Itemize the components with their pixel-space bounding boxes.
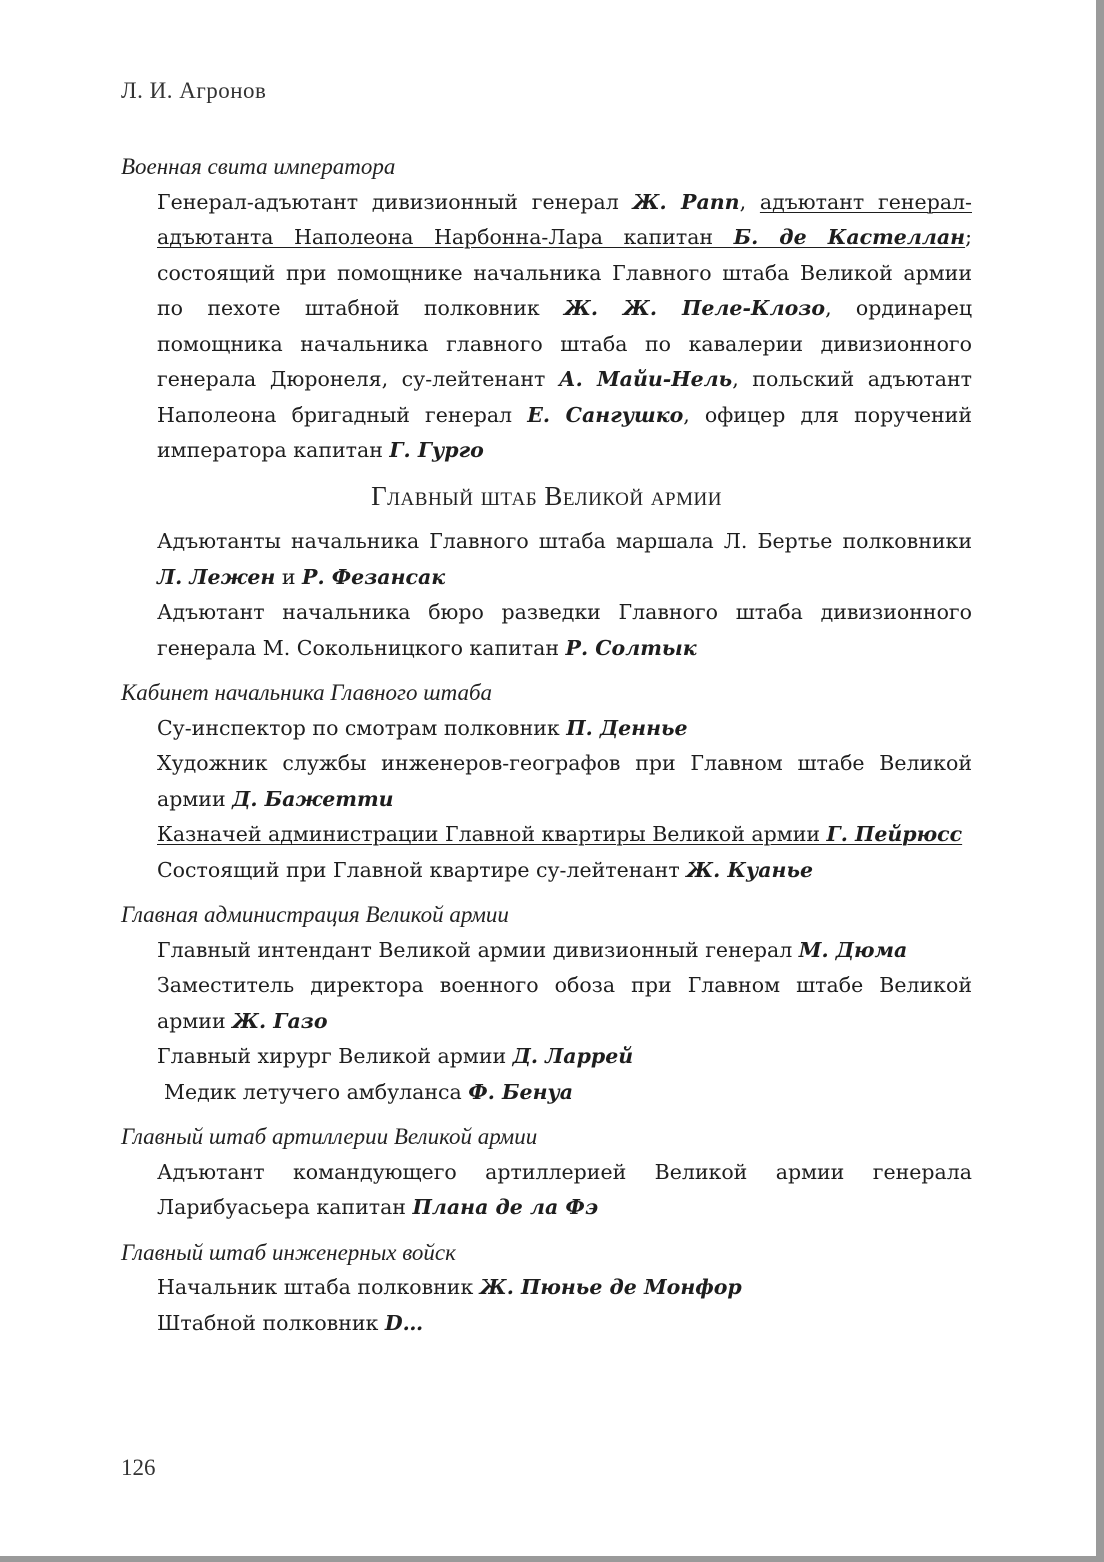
person-name: Ж. Рапп [632, 189, 740, 214]
person-name: Ж. Ж. Пеле-Клозо [564, 296, 826, 320]
page-body [121, 149, 972, 1341]
person-name: А. Майи-Нель [558, 367, 733, 391]
person-name: Ж. Куанье [686, 857, 814, 882]
page-number: 126 [121, 1455, 156, 1480]
person-name: Ж. Газо [232, 1008, 328, 1033]
entry-paragraph [121, 1306, 972, 1342]
person-name: D… [384, 1310, 424, 1335]
entry-paragraph [121, 968, 972, 1039]
person-name: Д. Ларрей [512, 1044, 634, 1068]
entry-paragraph [121, 711, 972, 747]
person-name: П. Деннье [566, 715, 688, 740]
entry-paragraph [121, 933, 972, 969]
person-name: Р. Солтык [565, 635, 697, 660]
text-run: , офицер для поручений императора капитан [157, 402, 972, 462]
entry-paragraph [121, 1075, 972, 1111]
entry-paragraph [121, 817, 972, 853]
text-run: Начальник штаба полковник [157, 1275, 480, 1299]
entry-paragraph [121, 595, 972, 666]
text-run: Адъютанты начальника Главного штаба маршала Л. Бертье полковники [157, 529, 972, 553]
text-run: Медик летучего амбуланса [164, 1079, 469, 1104]
person-name: Д. Бажетти [232, 786, 394, 811]
entry-paragraph [121, 1039, 972, 1075]
person-name: Г. Пейрюсс [826, 822, 963, 846]
person-name: Ф. Бенуа [468, 1079, 574, 1104]
chapter-heading: Главный штаб Великой армии [371, 480, 722, 511]
text-run: Заместитель директора военного обоза при Главном штабе Великой армии [157, 973, 972, 1033]
text-run: Адъютант начальника бюро разведки Главного штаба дивизионного генерала М. Сокольницкого капитан [157, 600, 972, 660]
text-run: и [275, 564, 303, 589]
section-heading: Военная свита императора [121, 154, 396, 179]
entry-paragraph [121, 185, 972, 469]
text-run: Казначей администрации Главной квартиры Великой армии [157, 822, 827, 846]
person-name: Б. де Кастеллан [733, 225, 966, 249]
entry-paragraph [121, 853, 972, 889]
text-run: Су-инспектор по смотрам полковник [157, 715, 567, 740]
entry-paragraph [121, 1155, 972, 1226]
person-name: Л. Лежен [157, 564, 276, 589]
person-name: Е. Сангушко [527, 402, 684, 427]
running-head: Л. И. Агронов [121, 78, 267, 103]
text-run: Адъютант командующего артиллерией Великой армии генерала Ларибуасьера капитан [157, 1159, 972, 1219]
person-name: М. Дюма [798, 937, 908, 962]
entry-paragraph [121, 746, 972, 817]
text-run: Главный интендант Великой армии дивизионный генерал [157, 937, 799, 962]
person-name: Ж. Пюнье де Монфор [479, 1275, 742, 1299]
text-run: адъютант генерал-адъютанта Наполеона Нарбонна-Лара капитан [157, 189, 972, 249]
text-run: , [739, 189, 760, 214]
person-name: Г. Гурго [389, 438, 484, 462]
section-heading: Главный штаб инженерных войск [121, 1239, 456, 1265]
text-run: Генерал-адъютант дивизионный генерал [157, 189, 633, 214]
section-heading: Главная администрация Великой армии [121, 902, 509, 927]
text-run: Художник службы инженеров-географов при Главном штабе Великой армии [157, 751, 972, 811]
section-heading: Главный штаб артиллерии Великой армии [121, 1124, 538, 1149]
text-run: , польский адъютант Наполеона бригадный генерал [157, 367, 973, 427]
text-run: Главный хирург Великой армии [157, 1044, 513, 1068]
text-run: Штабной полковник [157, 1310, 385, 1335]
entry-paragraph [121, 1270, 972, 1306]
person-name: Р. Фезансак [302, 564, 446, 589]
text-run: Состоящий при Главной квартире су-лейтенант [157, 857, 687, 882]
text-run: , ординарец помощника начальника главного штаба по кавалерии дивизионного генерала Дюронеля, су-лейтенант [157, 296, 973, 391]
person-name: Плана де ла Фэ [412, 1195, 599, 1219]
section-heading: Кабинет начальника Главного штаба [121, 680, 493, 705]
entry-paragraph [121, 524, 972, 595]
text-run: ; состоящий при помощнике начальника Главного штаба Великой армии по пехоте штабной полковник [157, 225, 973, 320]
